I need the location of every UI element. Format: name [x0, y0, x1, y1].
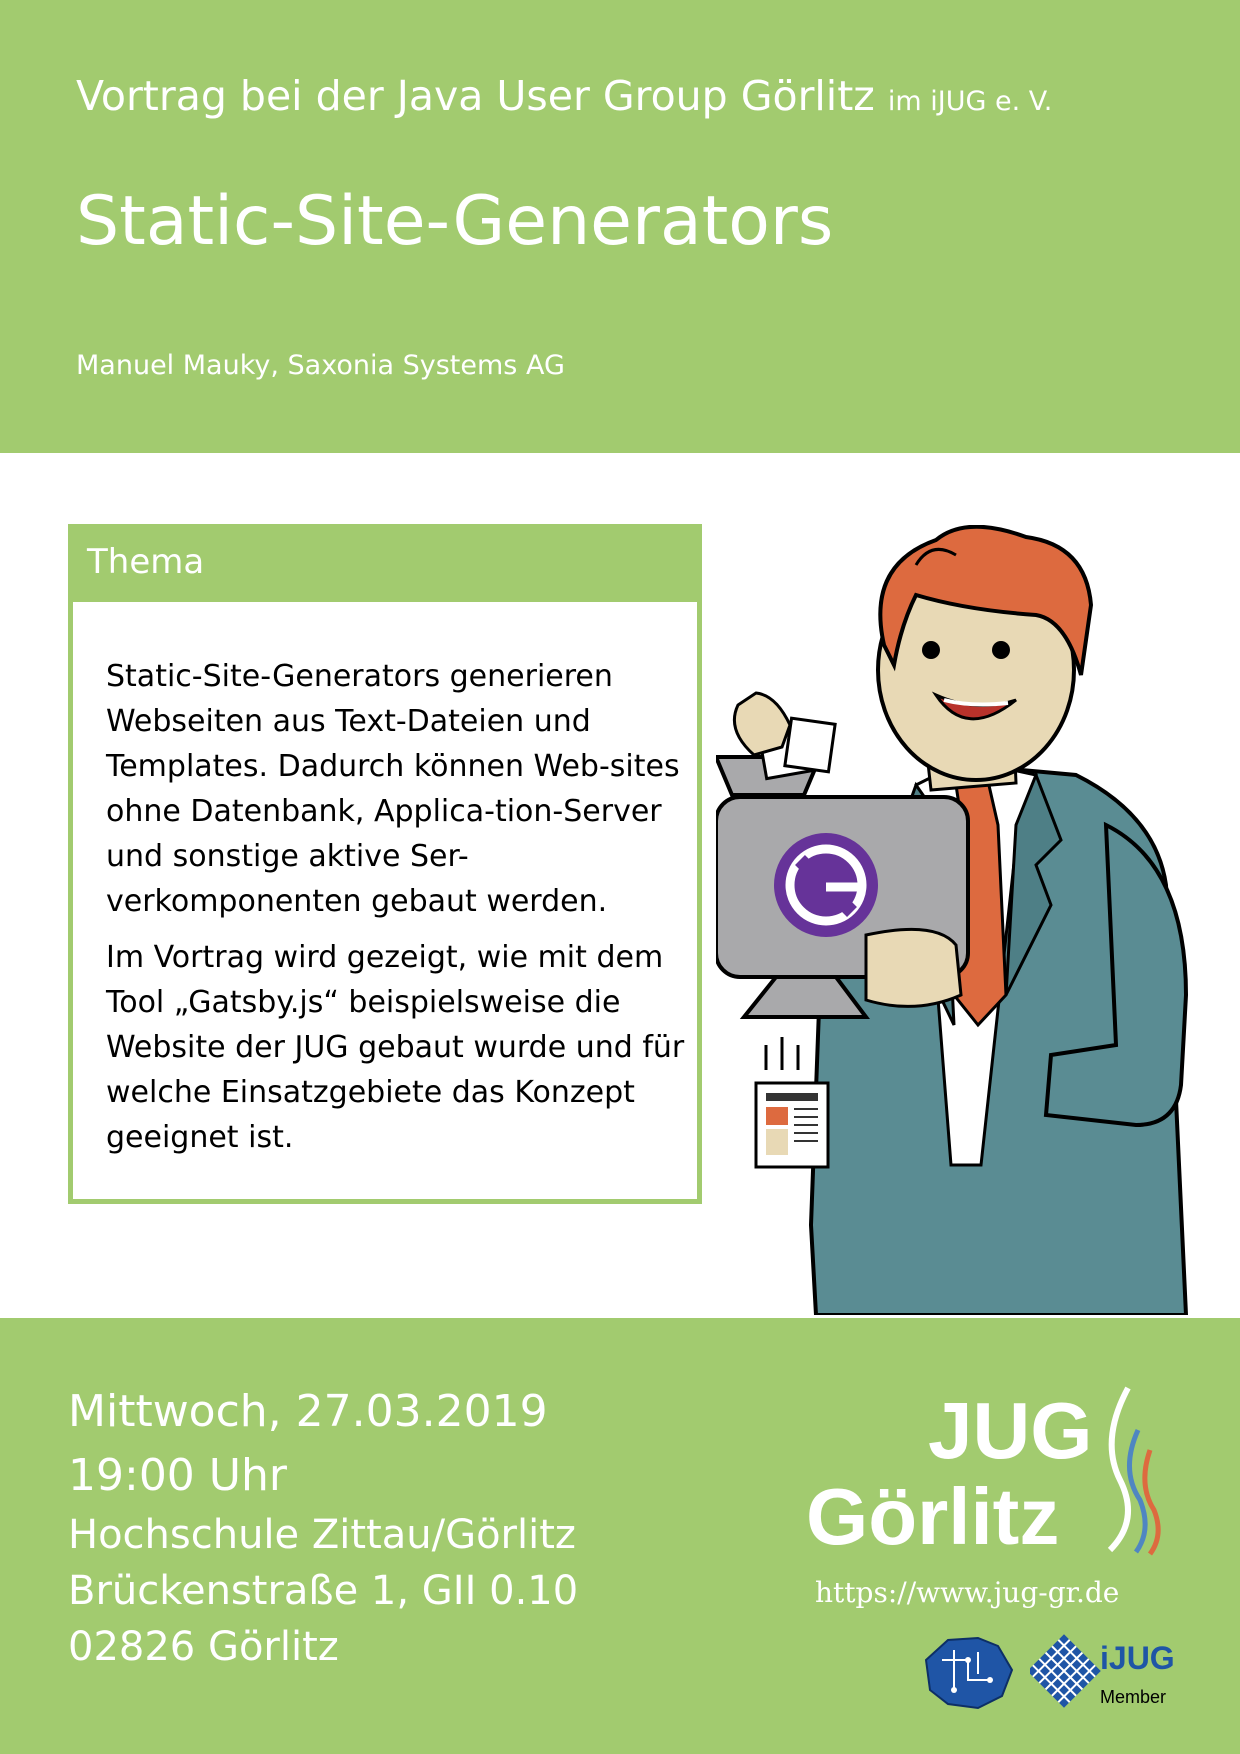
developer-illustration: [716, 525, 1196, 1315]
talk-title: Static-Site-Generators: [76, 182, 834, 261]
jug-logo-line2: Görlitz: [806, 1472, 1060, 1560]
thema-body: [73, 602, 697, 1199]
eye-left: [922, 641, 940, 659]
jug-logo-line1: JUG: [928, 1386, 1093, 1475]
event-suffix: im iJUG e. V.: [887, 86, 1053, 117]
ijug-name: iJUG: [1100, 1640, 1175, 1676]
document-icon: [756, 1083, 828, 1167]
event-date: Mittwoch, 27.03.2019: [68, 1386, 548, 1437]
speaker: Manuel Mauky, Saxonia Systems AG: [76, 350, 565, 381]
thema-box: [68, 524, 702, 1204]
thema-label: Thema: [87, 542, 205, 582]
sachsen-map-icon: [918, 1630, 1018, 1712]
jug-goerlitz-logo: [800, 1380, 1180, 1560]
jug-url[interactable]: https://www.jug-gr.de: [815, 1576, 1120, 1609]
ijug-member-logo: [1030, 1633, 1180, 1713]
event-line: [76, 72, 1052, 120]
eye-right: [992, 641, 1010, 659]
event-city: 02826 Görlitz: [68, 1624, 339, 1670]
thema-paragraph-1: Static-Site-Generators generieren Webseiten aus Text-Dateien und Templates. Dadurch können Web-sites ohne Datenbank, Applica-tion-Server und sonstige aktive Ser-verkomponenten gebaut werden.: [106, 659, 680, 919]
event-time: 19:00 Uhr: [68, 1450, 287, 1501]
hand-right: [866, 929, 961, 1006]
ijug-member: Member: [1100, 1687, 1167, 1707]
event-street: Brückenstraße 1, GII 0.10: [68, 1568, 579, 1614]
gatsby-logo-icon: [774, 833, 878, 937]
thema-paragraph-2: Im Vortrag wird gezeigt, wie mit dem Tool „Gatsby.js“ beispielsweise die Website der JUG gebaut wurde und für welche Einsatzgebiete das Konzept geeignet ist.: [106, 940, 685, 1155]
event-venue: Hochschule Zittau/Görlitz: [68, 1512, 576, 1558]
hand-left: [734, 693, 790, 755]
event-main: Vortrag bei der Java User Group Görlitz: [76, 72, 875, 120]
ijug-grid-icon: [1030, 1634, 1101, 1708]
jug-flame-icon: [1110, 1388, 1158, 1554]
